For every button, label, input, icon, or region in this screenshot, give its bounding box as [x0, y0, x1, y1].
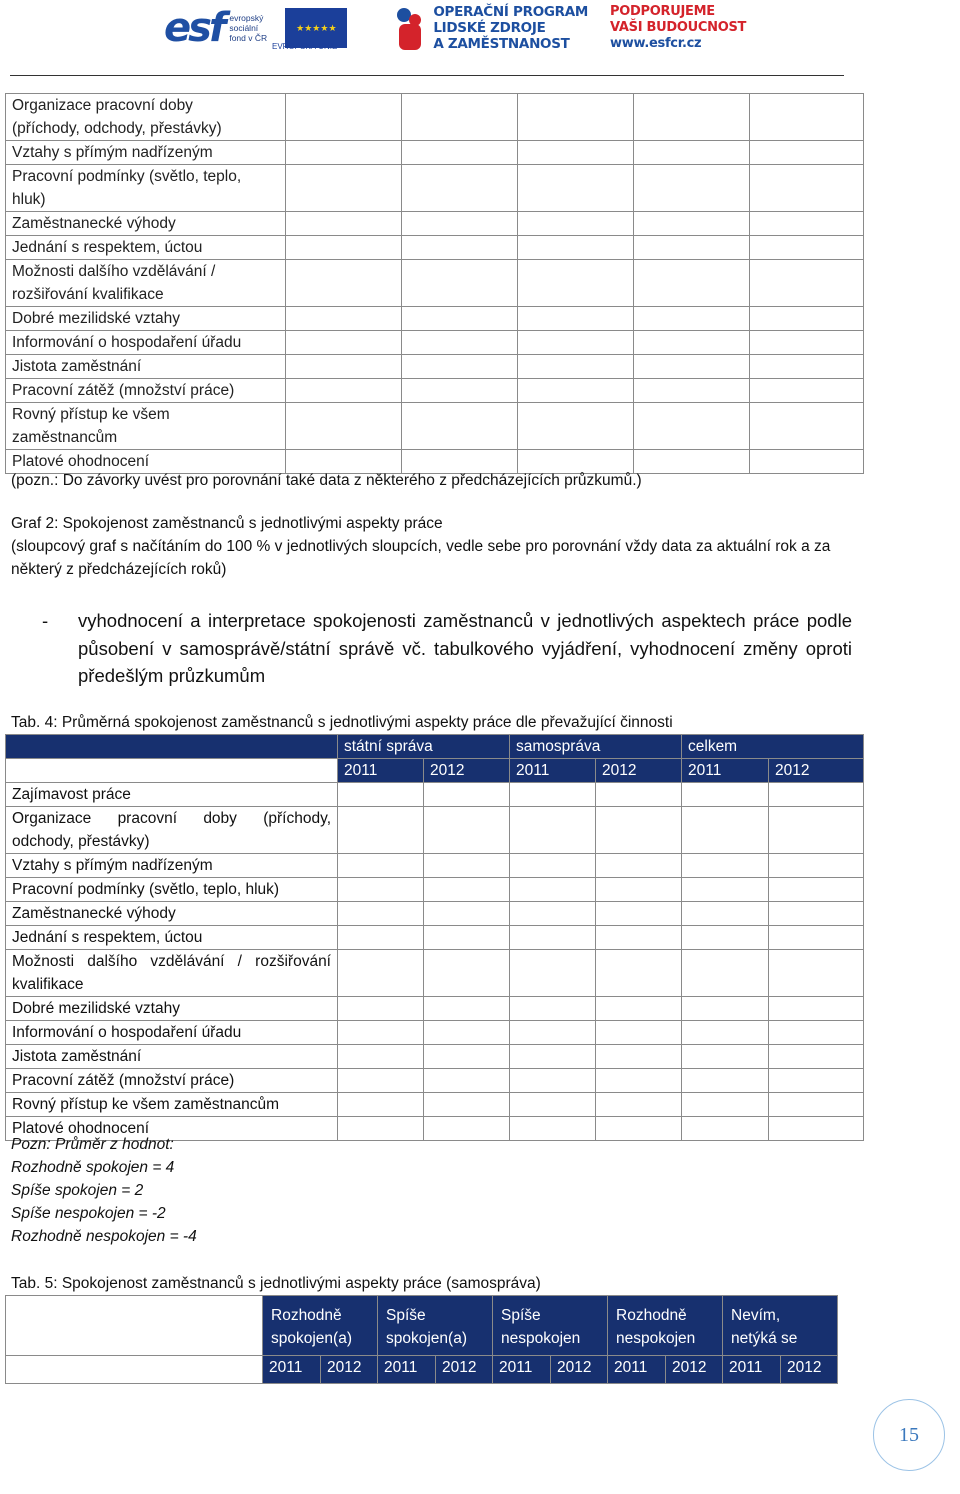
- empty-cell: [596, 950, 682, 997]
- empty-cell: [518, 403, 634, 450]
- group-line: netýká se: [731, 1330, 798, 1347]
- table-row: [6, 379, 864, 403]
- aspect-label: Organizace pracovní doby (příchody, odchody, přestávky): [6, 807, 338, 854]
- group-line: spokojen(a): [271, 1330, 352, 1347]
- empty-cell: [634, 450, 750, 474]
- empty-cell: [510, 1093, 596, 1117]
- table5-group-header: [263, 1296, 378, 1356]
- empty-cell: [518, 379, 634, 403]
- empty-cell: [286, 355, 402, 379]
- empty-cell: [769, 1117, 864, 1141]
- empty-cell: [424, 807, 510, 854]
- table4-header-empty: [6, 759, 338, 783]
- group-line: nespokojen: [501, 1330, 581, 1347]
- table-row: [6, 1045, 864, 1069]
- aspect-label: Dobré mezilidské vztahy: [6, 997, 338, 1021]
- empty-cell: [510, 807, 596, 854]
- aspect-label: [6, 236, 286, 260]
- op-program-text: [433, 4, 588, 52]
- empty-cell: [634, 141, 750, 165]
- empty-cell: [634, 403, 750, 450]
- op-line: OPERAČNÍ PROGRAM: [433, 4, 589, 20]
- table5-group-header: [493, 1296, 608, 1356]
- aspect-label-line: (příchody, odchody, přestávky): [12, 120, 222, 137]
- table4-year-header: 2012: [769, 759, 864, 783]
- aspect-label-line: Vztahy s přímým nadřízeným: [12, 144, 213, 161]
- aspect-label: [6, 403, 286, 450]
- table5-year-header: 2011: [378, 1356, 436, 1384]
- empty-cell: [286, 307, 402, 331]
- aspect-label: Zajímavost práce: [6, 783, 338, 807]
- table5-caption: Tab. 5: Spokojenost zaměstnanců s jednotlivými aspekty práce (samospráva): [11, 1275, 541, 1292]
- empty-cell: [402, 94, 518, 141]
- op-line: LIDSKÉ ZDROJE: [433, 20, 546, 36]
- table4-header-groups: [6, 735, 864, 759]
- empty-cell: [424, 902, 510, 926]
- empty-cell: [750, 165, 864, 212]
- empty-cell: [750, 307, 864, 331]
- empty-cell: [286, 331, 402, 355]
- empty-cell: [402, 403, 518, 450]
- aspect-label-line: Platové ohodnocení: [12, 453, 150, 470]
- table-row: [6, 307, 864, 331]
- aspect-label: Pracovní zátěž (množství práce): [6, 1069, 338, 1093]
- table-row: [6, 355, 864, 379]
- table-row: [6, 331, 864, 355]
- empty-cell: [769, 854, 864, 878]
- table4-year-header: 2012: [596, 759, 682, 783]
- group-line: Nevím,: [731, 1307, 781, 1324]
- table4: [5, 734, 864, 1141]
- empty-cell: [682, 902, 769, 926]
- empty-cell: [769, 783, 864, 807]
- table4-notes: [11, 1133, 197, 1248]
- aspect-label-line: Rovný přístup ke všem: [12, 406, 170, 423]
- empty-cell: [338, 854, 424, 878]
- empty-cell: [338, 878, 424, 902]
- note-line: Spíše nespokojen = -2: [11, 1205, 166, 1222]
- empty-cell: [510, 783, 596, 807]
- empty-cell: [402, 212, 518, 236]
- aspect-label-line: zaměstnancům: [12, 429, 118, 446]
- empty-cell: [750, 212, 864, 236]
- table4-year-header: 2011: [338, 759, 424, 783]
- note-line: Pozn: Průměr z hodnot:: [11, 1136, 174, 1153]
- table4-caption: Tab. 4: Průměrná spokojenost zaměstnanců s jednotlivými aspekty práce dle převažující činnosti: [11, 714, 673, 731]
- table-row: [6, 403, 864, 450]
- table4-group-header: státní správa: [338, 735, 510, 759]
- empty-cell: [518, 165, 634, 212]
- op-line: A ZAMĚSTNANOST: [433, 36, 570, 52]
- table4-header-empty: [6, 735, 338, 759]
- aspects-table-top: [5, 93, 864, 474]
- empty-cell: [286, 212, 402, 236]
- empty-cell: [518, 260, 634, 307]
- aspect-label: [6, 379, 286, 403]
- aspect-label: Informování o hospodaření úřadu: [6, 1021, 338, 1045]
- empty-cell: [750, 94, 864, 141]
- empty-cell: [286, 236, 402, 260]
- page-number: 15: [873, 1399, 945, 1471]
- empty-cell: [402, 236, 518, 260]
- table4-group-header: celkem: [682, 735, 864, 759]
- table-row: [6, 807, 864, 854]
- table-row: [6, 141, 864, 165]
- empty-cell: [402, 307, 518, 331]
- bullet-item: [42, 607, 852, 690]
- empty-cell: [596, 997, 682, 1021]
- empty-cell: [682, 1117, 769, 1141]
- table5-year-header: 2012: [436, 1356, 493, 1384]
- empty-cell: [596, 854, 682, 878]
- table-row: [6, 1093, 864, 1117]
- graph2-title: Graf 2: Spokojenost zaměstnanců s jednotlivými aspekty práce: [11, 515, 443, 532]
- group-line: nespokojen: [616, 1330, 696, 1347]
- empty-cell: [682, 1069, 769, 1093]
- note-line: Spíše spokojen = 2: [11, 1182, 144, 1199]
- table5-group-header: [608, 1296, 723, 1356]
- empty-cell: [750, 450, 864, 474]
- empty-cell: [402, 379, 518, 403]
- note-line: Rozhodně spokojen = 4: [11, 1159, 175, 1176]
- table5-year-header: 2012: [781, 1356, 838, 1384]
- table5-year-header: 2011: [493, 1356, 551, 1384]
- empty-cell: [518, 212, 634, 236]
- empty-cell: [518, 94, 634, 141]
- table5-header-empty: [6, 1356, 263, 1384]
- empty-cell: [596, 807, 682, 854]
- empty-cell: [596, 1117, 682, 1141]
- aspect-label: Jednání s respektem, úctou: [6, 926, 338, 950]
- empty-cell: [286, 260, 402, 307]
- support-web: www.esfcr.cz: [610, 36, 702, 51]
- empty-cell: [518, 236, 634, 260]
- empty-cell: [424, 1093, 510, 1117]
- aspect-label: Jistota zaměstnání: [6, 1045, 338, 1069]
- aspect-label: [6, 260, 286, 307]
- table5-year-header: 2012: [551, 1356, 608, 1384]
- group-line: Rozhodně: [616, 1307, 687, 1324]
- empty-cell: [424, 783, 510, 807]
- empty-cell: [510, 902, 596, 926]
- empty-cell: [634, 379, 750, 403]
- aspect-label: [6, 307, 286, 331]
- empty-cell: [634, 331, 750, 355]
- empty-cell: [518, 141, 634, 165]
- empty-cell: [424, 854, 510, 878]
- empty-cell: [682, 854, 769, 878]
- empty-cell: [338, 1069, 424, 1093]
- empty-cell: [682, 1021, 769, 1045]
- empty-cell: [286, 165, 402, 212]
- empty-cell: [424, 997, 510, 1021]
- empty-cell: [286, 403, 402, 450]
- empty-cell: [424, 1069, 510, 1093]
- group-line: spokojen(a): [386, 1330, 467, 1347]
- table-row: [6, 950, 864, 997]
- aspect-label: Možnosti dalšího vzdělávání / rozšiřování kvalifikace: [6, 950, 338, 997]
- empty-cell: [634, 165, 750, 212]
- empty-cell: [750, 260, 864, 307]
- group-line: Spíše: [386, 1307, 426, 1324]
- empty-cell: [596, 926, 682, 950]
- empty-cell: [338, 926, 424, 950]
- empty-cell: [510, 1069, 596, 1093]
- empty-cell: [682, 950, 769, 997]
- table4-year-header: 2011: [510, 759, 596, 783]
- aspect-label: [6, 165, 286, 212]
- table5-header-years: [6, 1356, 838, 1384]
- group-line: Rozhodně: [271, 1307, 342, 1324]
- empty-cell: [510, 1045, 596, 1069]
- empty-cell: [750, 355, 864, 379]
- empty-cell: [769, 1045, 864, 1069]
- op-program-icon: [395, 4, 425, 52]
- support-text: [610, 4, 746, 52]
- empty-cell: [424, 1117, 510, 1141]
- table4-group-header: samospráva: [510, 735, 682, 759]
- table-row: [6, 94, 864, 141]
- empty-cell: [510, 878, 596, 902]
- empty-cell: [750, 236, 864, 260]
- aspect-label: Pracovní podmínky (světlo, teplo, hluk): [6, 878, 338, 902]
- table5-year-header: 2011: [608, 1356, 666, 1384]
- empty-cell: [424, 926, 510, 950]
- aspect-label-line: Jednání s respektem, úctou: [12, 239, 203, 256]
- bullet-text: vyhodnocení a interpretace spokojenosti zaměstnanců v jednotlivých aspektech práce podle působení v samosprávě/státní správě vč. tabulkového vyjádření, vyhodnocení změny oproti předešlým průzkumům: [78, 610, 852, 686]
- empty-cell: [596, 1045, 682, 1069]
- empty-cell: [596, 902, 682, 926]
- empty-cell: [286, 141, 402, 165]
- header-divider: [10, 75, 844, 76]
- empty-cell: [596, 1093, 682, 1117]
- aspect-label-line: hluk): [12, 191, 46, 208]
- empty-cell: [769, 1093, 864, 1117]
- aspect-label-line: rozšiřování kvalifikace: [12, 286, 164, 303]
- empty-cell: [634, 307, 750, 331]
- empty-cell: [402, 141, 518, 165]
- table5: [5, 1295, 838, 1384]
- empty-cell: [510, 926, 596, 950]
- empty-cell: [518, 355, 634, 379]
- empty-cell: [634, 94, 750, 141]
- table-row: [6, 212, 864, 236]
- aspect-label-line: Organizace pracovní doby: [12, 97, 193, 114]
- empty-cell: [338, 1117, 424, 1141]
- empty-cell: [510, 1021, 596, 1045]
- empty-cell: [750, 331, 864, 355]
- table-row: [6, 236, 864, 260]
- aspect-label-line: Jistota zaměstnání: [12, 358, 142, 375]
- empty-cell: [424, 1045, 510, 1069]
- aspect-label: [6, 331, 286, 355]
- graph2-desc: (sloupcový graf s načítáním do 100 % v jednotlivých sloupcích, vedle sebe pro porovnání vždy data za aktuální rok a za některý z předcházejících roků): [11, 538, 831, 578]
- empty-cell: [402, 260, 518, 307]
- empty-cell: [682, 1093, 769, 1117]
- empty-cell: [682, 926, 769, 950]
- empty-cell: [596, 783, 682, 807]
- table5-year-header: 2012: [666, 1356, 723, 1384]
- table4-year-header: 2012: [424, 759, 510, 783]
- empty-cell: [682, 807, 769, 854]
- empty-cell: [338, 783, 424, 807]
- empty-cell: [769, 878, 864, 902]
- empty-cell: [682, 1045, 769, 1069]
- empty-cell: [769, 807, 864, 854]
- empty-cell: [750, 403, 864, 450]
- empty-cell: [338, 807, 424, 854]
- eu-flag-icon: ★★★★★: [285, 8, 347, 48]
- empty-cell: [510, 1117, 596, 1141]
- empty-cell: [769, 1021, 864, 1045]
- aspect-label: [6, 94, 286, 141]
- aspect-label-line: Zaměstnanecké výhody: [12, 215, 176, 232]
- empty-cell: [634, 260, 750, 307]
- aspect-label: [6, 141, 286, 165]
- table-row: [6, 926, 864, 950]
- empty-cell: [596, 1069, 682, 1093]
- empty-cell: [510, 997, 596, 1021]
- aspect-label-line: Pracovní podmínky (světlo, teplo,: [12, 168, 242, 185]
- empty-cell: [518, 307, 634, 331]
- note-line: Rozhodně nespokojen = -4: [11, 1228, 197, 1245]
- table-row: [6, 902, 864, 926]
- empty-cell: [769, 950, 864, 997]
- aspect-label: [6, 212, 286, 236]
- aspect-label-line: Dobré mezilidské vztahy: [12, 310, 180, 327]
- empty-cell: [682, 783, 769, 807]
- empty-cell: [518, 331, 634, 355]
- empty-cell: [402, 355, 518, 379]
- empty-cell: [682, 997, 769, 1021]
- empty-cell: [424, 1021, 510, 1045]
- table-row: [6, 1069, 864, 1093]
- support-line: PODPORUJEME: [610, 4, 715, 19]
- bullet-dash: -: [42, 610, 49, 631]
- empty-cell: [338, 997, 424, 1021]
- aspect-label-line: Možnosti dalšího vzdělávání /: [12, 263, 216, 280]
- empty-cell: [402, 331, 518, 355]
- empty-cell: [402, 165, 518, 212]
- esf-logo-letters: esf: [164, 5, 224, 51]
- empty-cell: [338, 902, 424, 926]
- empty-cell: [510, 950, 596, 997]
- table5-year-header: 2012: [321, 1356, 378, 1384]
- empty-cell: [634, 355, 750, 379]
- table-row: [6, 165, 864, 212]
- empty-cell: [769, 997, 864, 1021]
- empty-cell: [424, 878, 510, 902]
- empty-cell: [634, 236, 750, 260]
- empty-cell: [338, 1021, 424, 1045]
- empty-cell: [682, 878, 769, 902]
- table4-header-years: [6, 759, 864, 783]
- empty-cell: [769, 1069, 864, 1093]
- empty-cell: [424, 950, 510, 997]
- table-row: [6, 783, 864, 807]
- support-line: VAŠI BUDOUCNOST: [610, 20, 747, 35]
- empty-cell: [286, 94, 402, 141]
- empty-cell: [596, 1021, 682, 1045]
- aspect-label-line: Informování o hospodaření úřadu: [12, 334, 242, 351]
- table5-group-header: [378, 1296, 493, 1356]
- aspect-label: Zaměstnanecké výhody: [6, 902, 338, 926]
- table-row: [6, 997, 864, 1021]
- aspect-label: Vztahy s přímým nadřízeným: [6, 854, 338, 878]
- eu-caption: EVROPSKÁ UNIE: [272, 42, 338, 51]
- table5-year-header: 2011: [723, 1356, 781, 1384]
- empty-cell: [769, 902, 864, 926]
- empty-cell: [338, 1093, 424, 1117]
- header-logos: [164, 0, 746, 56]
- empty-cell: [338, 1045, 424, 1069]
- table1-note: (pozn.: Do závorky uvést pro porovnání také data z některého z předcházejících průzkumů.): [11, 472, 642, 489]
- aspect-label: [6, 355, 286, 379]
- table-row: [6, 854, 864, 878]
- group-line: Spíše: [501, 1307, 541, 1324]
- empty-cell: [769, 926, 864, 950]
- esf-caption: evropský sociální fond v ČR: [229, 13, 268, 43]
- empty-cell: [634, 212, 750, 236]
- aspect-label-line: Pracovní zátěž (množství práce): [12, 382, 235, 399]
- empty-cell: [510, 854, 596, 878]
- graph2-description: [11, 512, 861, 581]
- esf-logo: [164, 1, 271, 55]
- table4-year-header: 2011: [682, 759, 769, 783]
- empty-cell: [338, 950, 424, 997]
- empty-cell: [750, 379, 864, 403]
- empty-cell: [750, 141, 864, 165]
- table-row: [6, 878, 864, 902]
- table5-header-empty: [6, 1296, 263, 1356]
- table5-year-header: 2011: [263, 1356, 321, 1384]
- table5-group-header: [723, 1296, 838, 1356]
- empty-cell: [596, 878, 682, 902]
- aspect-label: Platové ohodnocení: [6, 1117, 338, 1141]
- empty-cell: [286, 379, 402, 403]
- table5-header-groups: [6, 1296, 838, 1356]
- aspect-label: Rovný přístup ke všem zaměstnancům: [6, 1093, 338, 1117]
- table-row: [6, 260, 864, 307]
- table-row: [6, 1021, 864, 1045]
